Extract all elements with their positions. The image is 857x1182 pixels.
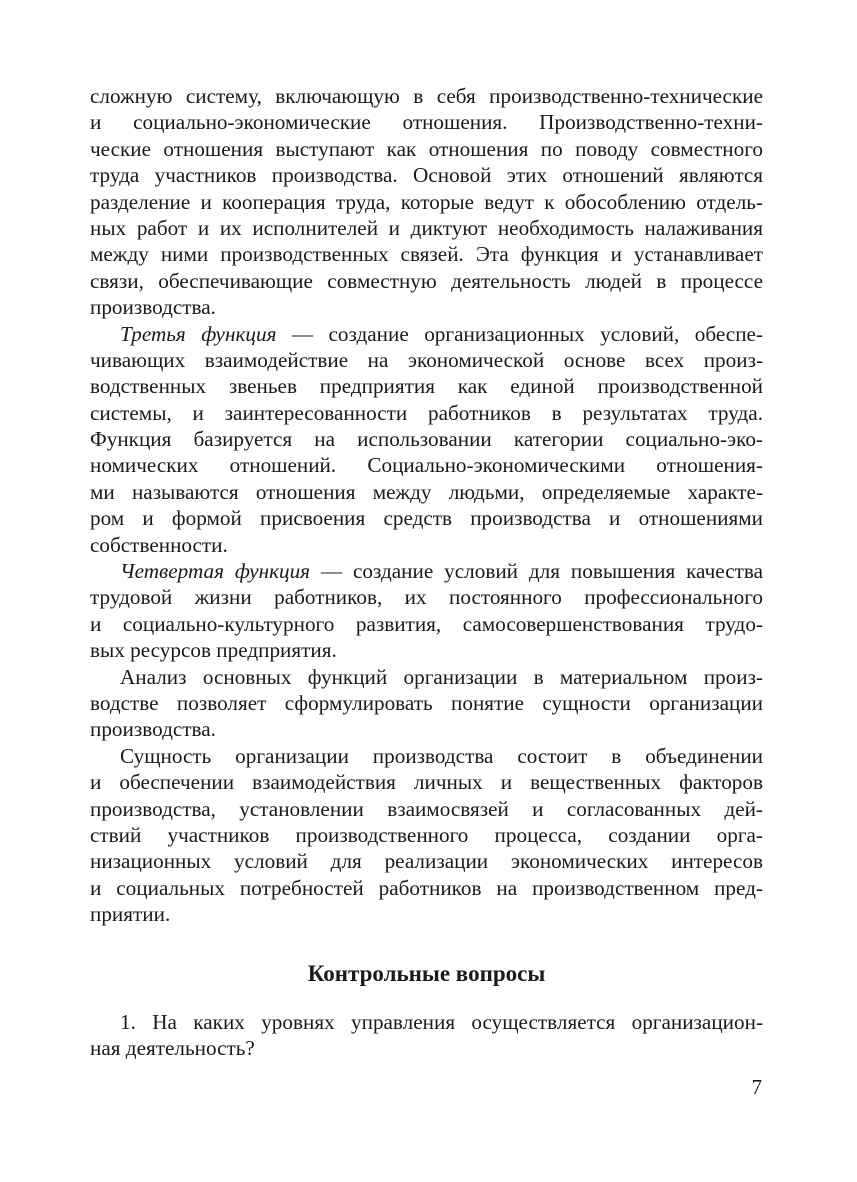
text-line: связи, обеспечивающие совместную деятельность людей в процессе bbox=[90, 268, 763, 293]
emphasis-term: Четвертая функция bbox=[120, 559, 311, 584]
paragraph-5 bbox=[90, 743, 763, 928]
text-line: низационных условий для реализации экономических интересов bbox=[90, 849, 763, 874]
section-heading: Контрольные вопросы bbox=[307, 961, 546, 986]
emphasis-term: Третья функция bbox=[120, 321, 277, 346]
paragraph-1 bbox=[90, 83, 763, 321]
text-line: приятии. bbox=[90, 902, 171, 927]
text-line: и социальных потребностей работников на производственном пред- bbox=[90, 875, 763, 900]
text-line: между ними производственных связей. Эта функция и устанавливает bbox=[90, 242, 763, 267]
text-line: производства. bbox=[90, 295, 216, 320]
page-number: 7 bbox=[751, 1075, 762, 1099]
text-fragment: — создание условий для повышения качества bbox=[310, 559, 763, 584]
text-line: водственных звеньев предприятия как единой производственной bbox=[90, 374, 763, 399]
text-line: вых ресурсов предприятия. bbox=[90, 638, 337, 663]
text-line: ром и формой присвоения средств производства и отношениями bbox=[90, 506, 763, 531]
text-line: производства. bbox=[90, 717, 216, 742]
text-line: водстве позволяет сформулировать понятие сущности организации bbox=[90, 690, 763, 715]
text-line: ных работ и их исполнителей и диктуют необходимость налаживания bbox=[90, 215, 763, 240]
text-line: и социально-экономические отношения. Производственно-техни- bbox=[90, 110, 763, 135]
text-line: и обеспечении взаимодействия личных и вещественных факторов bbox=[90, 770, 763, 795]
text-line bbox=[90, 558, 763, 584]
text-line: сложную систему, включающую в себя производственно-технические bbox=[90, 84, 763, 108]
question-list bbox=[90, 1009, 763, 1062]
text-line: ческие отношения выступают как отношения по поводу совместного bbox=[90, 136, 763, 161]
text-line: системы, и заинтересованности работников в результатах труда. bbox=[90, 400, 763, 425]
text-line: 1. На каких уровнях управления осуществляется организацион- bbox=[120, 1010, 763, 1034]
paragraph-3 bbox=[90, 558, 763, 664]
body-text bbox=[90, 83, 763, 928]
text-line: номических отношений. Социально-экономическими отношения- bbox=[90, 453, 763, 478]
text-fragment: — создание организационных условий, обеспе- bbox=[276, 321, 763, 346]
text-line bbox=[90, 321, 763, 347]
text-line: Функция базируется на использовании категории социально-эко- bbox=[90, 427, 763, 452]
paragraph-2 bbox=[90, 321, 763, 559]
text-line: собственности. bbox=[90, 532, 228, 557]
text-line: Анализ основных функций организации в материальном произ- bbox=[120, 664, 763, 689]
text-line: трудовой жизни работников, их постоянного профессионального bbox=[90, 585, 763, 610]
text-line: ми называются отношения между людьми, определяемые характе- bbox=[90, 479, 763, 504]
text-line: чивающих взаимодействие на экономической основе всех произ- bbox=[90, 347, 763, 372]
paragraph-4 bbox=[90, 664, 763, 743]
text-line: труда участников производства. Основой этих отношений являются bbox=[90, 163, 763, 188]
text-line: ствий участников производственного процесса, создании орга- bbox=[90, 822, 763, 847]
text-line: Сущность организации производства состоит в объединении bbox=[120, 743, 763, 768]
question-item bbox=[90, 1009, 763, 1062]
text-line: и социально-культурного развития, самосовершенствования трудо- bbox=[90, 611, 763, 636]
text-line: разделение и кооперация труда, которые ведут к обособлению отдель- bbox=[90, 189, 763, 214]
text-line: ная деятельность? bbox=[90, 1036, 255, 1061]
text-line: производства, установлении взаимосвязей и согласованных дей- bbox=[90, 796, 763, 821]
